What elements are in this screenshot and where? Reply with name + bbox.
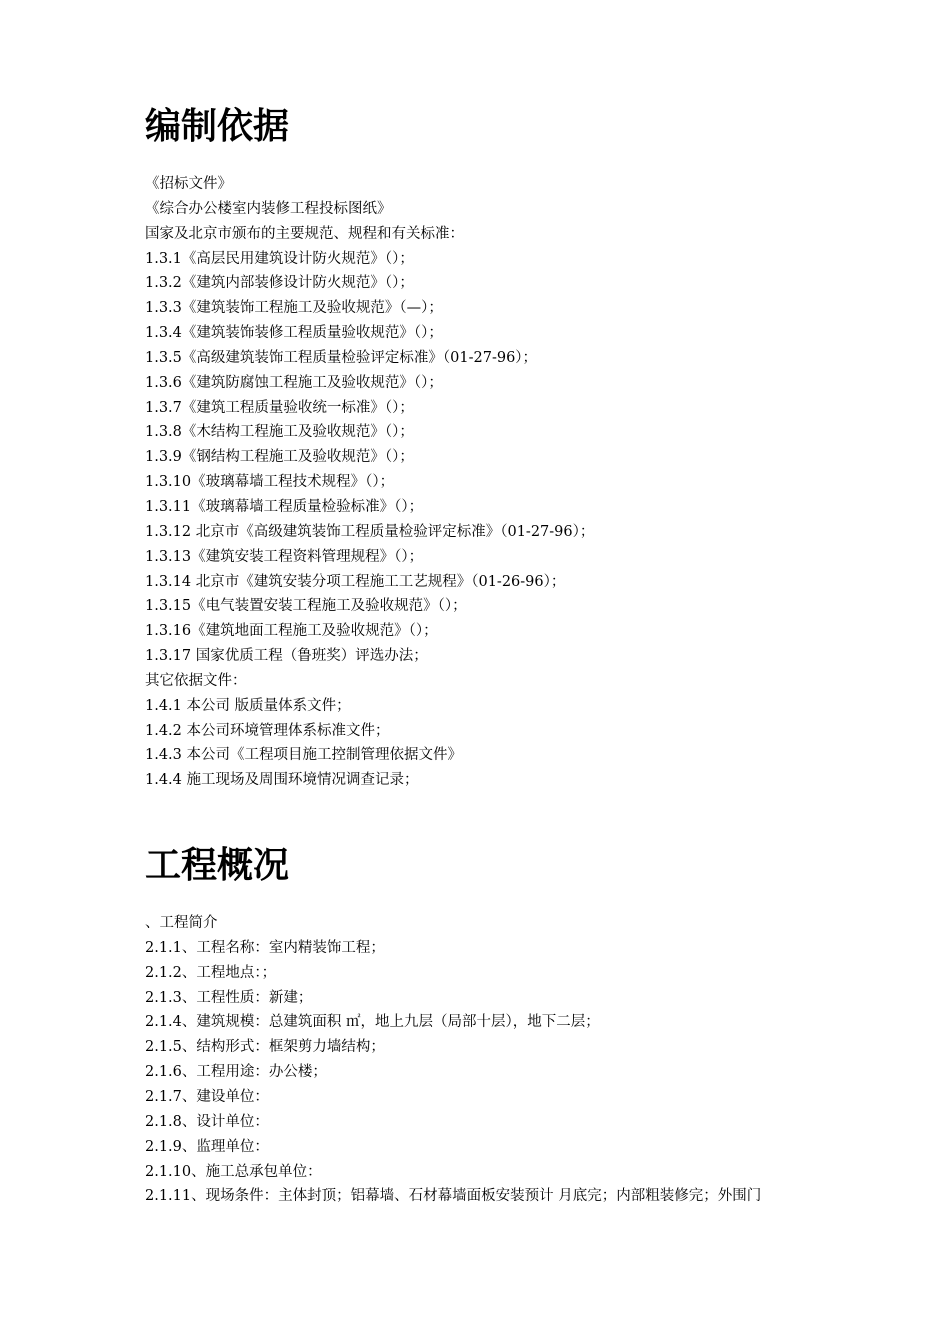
section-compilation-basis <box>145 100 845 793</box>
section-heading: 编制依据 <box>145 106 290 147</box>
list-item: 2.1.2、工程地点：； <box>145 964 277 981</box>
list-item: 1.3.2《建筑内部装修设计防火规范》（）； <box>145 275 414 292</box>
list-item: 、工程简介 <box>145 915 218 932</box>
list-item: 国家及北京市颁布的主要规范、规程和有关标准： <box>145 225 464 242</box>
list-item: 1.3.17 国家优质工程（鲁班奖）评选办法； <box>145 648 428 665</box>
overview-list <box>145 911 845 1209</box>
list-item: 2.1.10、施工总承包单位： <box>145 1163 322 1180</box>
list-item: 1.3.12 北京市《高级建筑装饰工程质量检验评定标准》（01-27-96）； <box>145 523 595 540</box>
list-item: 《招标文件》 <box>145 176 232 192</box>
list-item: 2.1.3、工程性质：新建； <box>145 989 313 1006</box>
list-item: 1.3.11《玻璃幕墙工程质量检验标准》（）； <box>145 498 424 515</box>
basis-list <box>145 172 845 793</box>
list-item: 1.3.15《电气装置安装工程施工及验收规范》（）； <box>145 598 467 615</box>
list-item: 1.3.4《建筑装饰装修工程质量验收规范》（）； <box>145 325 443 342</box>
list-item: 2.1.5、结构形式：框架剪力墙结构； <box>145 1039 385 1056</box>
list-item: 2.1.9、监理单位： <box>145 1138 269 1155</box>
list-item: 1.3.5《高级建筑装饰工程质量检验评定标准》（01-27-96）； <box>145 349 538 366</box>
list-item: 1.3.7《建筑工程质量验收统一标准》（）； <box>145 399 414 416</box>
section-heading: 工程概况 <box>145 845 290 887</box>
list-item: 其它依据文件： <box>145 672 247 689</box>
list-item: 1.3.13《建筑安装工程资料管理规程》（）； <box>145 548 424 565</box>
list-item: 2.1.8、设计单位： <box>145 1113 269 1130</box>
document-content <box>145 100 845 1209</box>
list-item: 1.3.6《建筑防腐蚀工程施工及验收规范》（）； <box>145 374 443 391</box>
list-item: 1.3.16《建筑地面工程施工及验收规范》（）； <box>145 623 438 640</box>
list-item: 2.1.6、工程用途：办公楼； <box>145 1064 327 1081</box>
list-item: 1.4.3 本公司《工程项目施工控制管理依据文件》 <box>145 747 463 764</box>
list-item: 2.1.1、工程名称：室内精装饰工程； <box>145 939 385 956</box>
list-item: 1.4.1 本公司 版质量体系文件； <box>145 697 351 714</box>
list-item: 《综合办公楼室内装修工程投标图纸》 <box>145 200 392 217</box>
list-item: 2.1.4、建筑规模：总建筑面积 ㎡，地上九层（局部十层），地下二层； <box>145 1014 600 1031</box>
list-item: 1.4.4 施工现场及周围环境情况调查记录； <box>145 772 419 789</box>
list-item: 2.1.11、现场条件：主体封顶；铝幕墙、石材幕墙面板安装预计 月底完；内部粗装修完；外围门 <box>145 1188 762 1205</box>
list-item: 1.4.2 本公司环境管理体系标准文件； <box>145 722 390 739</box>
list-item: 1.3.8《木结构工程施工及验收规范》（）； <box>145 424 414 441</box>
list-item: 1.3.10《玻璃幕墙工程技术规程》（）； <box>145 474 395 491</box>
section-project-overview <box>145 839 845 1209</box>
list-item: 1.3.14 北京市《建筑安装分项工程施工工艺规程》（01-26-96）； <box>145 573 566 590</box>
list-item: 2.1.7、建设单位： <box>145 1089 269 1105</box>
list-item: 1.3.3《建筑装饰工程施工及验收规范》（—）； <box>145 300 443 317</box>
list-item: 1.3.1《高层民用建筑设计防火规范》（）； <box>145 250 414 267</box>
list-item: 1.3.9《钢结构工程施工及验收规范》（）； <box>145 449 414 466</box>
